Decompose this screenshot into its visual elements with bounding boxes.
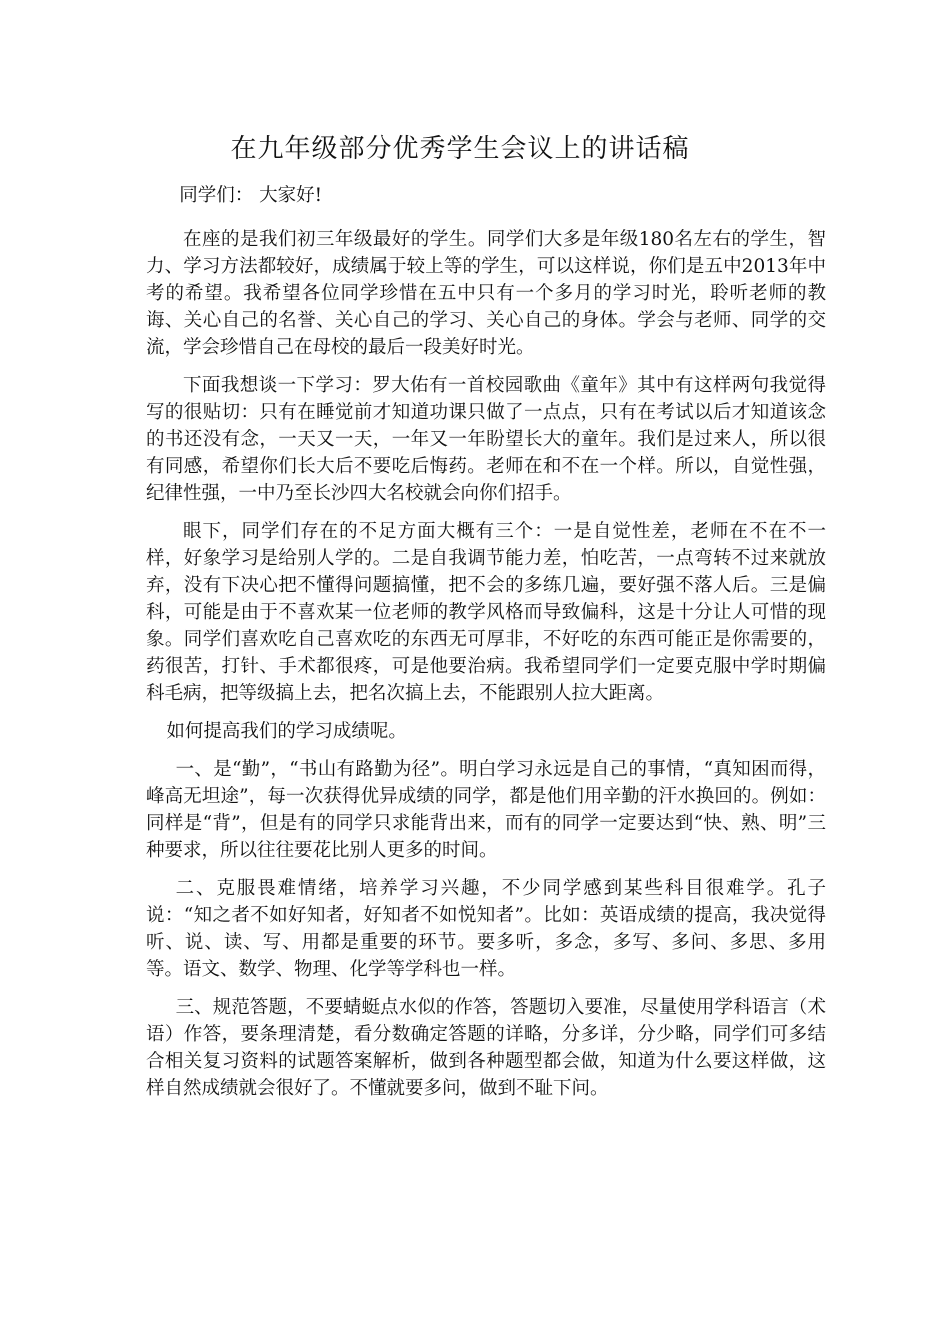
point-answering: 三、规范答题，不要蜻蜓点水似的作答，答题切入要准，尽量使用学科语言（术语）作答，要条理清楚，看分数确定答题的详略，分多详，分少略，同学们可多结合相关复习资料的试题答案解析，做到各种题型都会做，知道为什么要这样做，这样自然成绩就会很好了。不懂就要多问，做到不耻下问。	[146, 997, 826, 1099]
question-line: 如何提高我们的学习成绩呢。	[166, 721, 407, 742]
paragraph-intro: 在座的是我们初三年级最好的学生。同学们大多是年级180名左右的学生，智力、学习方法都较好，成绩属于较上等的学生，可以这样说，你们是五中2013年中考的希望。我希望各位同学珍惜在五中只有一个多月的学习时光，聆听老师的教诲、关心自己的名誉、关心自己的学习、关心自己的身体。学会与老师、同学的交流，学会珍惜自己在母校的最后一段美好时光。	[146, 229, 826, 358]
greeting: 同学们： 大家好!	[179, 185, 323, 206]
document-body	[146, 182, 826, 1113]
point-diligence: 一、是“勤”，“书山有路勤为径”。明白学习永远是自己的事情，“真知困而得，峰高无坦途”，每一次获得优异成绩的同学，都是他们用辛勤的汗水换回的。例如：同样是“背”，但是有的同学只求能背出来，而有的同学一定要达到“快、熟、明”三种要求，所以往往要花比别人更多的时间。	[146, 759, 826, 861]
paragraph-shortcomings: 眼下，同学们存在的不足方面大概有三个：一是自觉性差，老师在不在不一样，好象学习是给别人学的。二是自我调节能力差，怕吃苦，一点弯转不过来就放弃，没有下决心把不懂得问题搞懂，把不会的多练几遍，要好强不落人后。三是偏科，可能是由于不喜欢某一位老师的教学风格而导致偏科，这是十分让人可惜的现象。同学们喜欢吃自己喜欢吃的东西无可厚非，不好吃的东西可能正是你需要的，药很苦，打针、手术都很疼，可是他要治病。我希望同学们一定要克服中学时期偏科毛病，把等级搞上去，把名次搞上去，不能跟别人拉大距离。	[146, 521, 826, 704]
point-interest: 二、克服畏难情绪，培养学习兴趣，不少同学感到某些科目很难学。孔子说：“知之者不如好知者，好知者不如悦知者”。比如：英语成绩的提高，我决觉得听、说、读、写、用都是重要的环节。要多听，多念，多写、多问、多思、多用等。语文、数学、物理、化学等学科也一样。	[146, 878, 826, 980]
document-title: 在九年级部分优秀学生会议上的讲话稿	[230, 134, 690, 164]
paragraph-study: 下面我想谈一下学习：罗大佑有一首校园歌曲《童年》其中有这样两句我觉得写的很贴切：只有在睡觉前才知道功课只做了一点点，只有在考试以后才知道该念的书还没有念，一天又一天，一年又一年盼望长大的童年。我们是过来人，所以很有同感，希望你们长大后不要吃后悔药。老师在和不在一个样。所以，自觉性强，纪律性强，一中乃至长沙四大名校就会向你们招手。	[146, 375, 826, 504]
